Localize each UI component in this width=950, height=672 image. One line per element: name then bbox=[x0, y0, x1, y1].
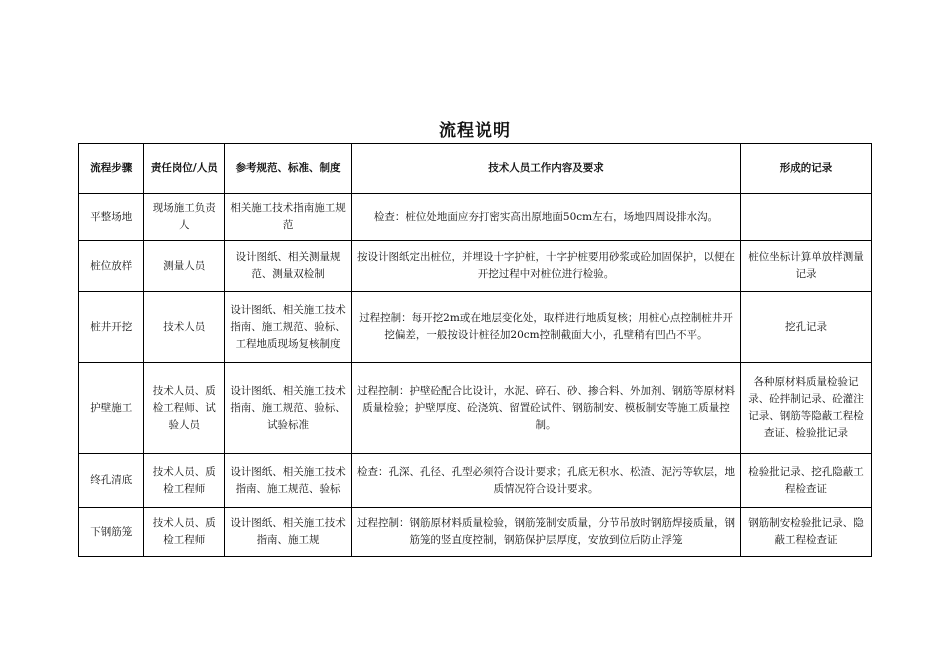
cell-responsible: 技术人员、质检工程师 bbox=[144, 454, 225, 508]
cell-records: 检验批记录、挖孔隐蔽工程检查证 bbox=[740, 454, 871, 508]
cell-step: 桩井开挖 bbox=[79, 292, 144, 363]
cell-step: 下钢筋笼 bbox=[79, 508, 144, 557]
cell-requirements: 过程控制：钢筋原材料质量检验，钢筋笼制安质量，分节吊放时钢筋焊接质量，钢筋笼的竖直度控制，钢筋保护层厚度，安放到位后防止浮笼 bbox=[352, 508, 741, 557]
cell-step: 桩位放样 bbox=[79, 241, 144, 292]
table-row bbox=[79, 454, 872, 508]
header-records: 形成的记录 bbox=[740, 144, 871, 194]
table-row bbox=[79, 194, 872, 241]
cell-records: 各种原材料质量检验记录、砼拌制记录、砼灌注记录、钢筋等隐蔽工程检查证、检验批记录 bbox=[740, 363, 871, 454]
cell-reference: 设计图纸、相关施工技术指南、施工规范、验标、工程地质现场复核制度 bbox=[225, 292, 352, 363]
cell-requirements: 按设计图纸定出桩位，并埋设十字护桩，十字护桩要用砂浆或砼加固保护，以便在开挖过程中对桩位进行检验。 bbox=[352, 241, 741, 292]
cell-step: 终孔清底 bbox=[79, 454, 144, 508]
header-requirements: 技术人员工作内容及要求 bbox=[352, 144, 741, 194]
header-reference: 参考规范、标准、制度 bbox=[225, 144, 352, 194]
table-row bbox=[79, 241, 872, 292]
table-header-row bbox=[79, 144, 872, 194]
header-responsible: 责任岗位/人员 bbox=[144, 144, 225, 194]
cell-responsible: 技术人员、质检工程师、试验人员 bbox=[144, 363, 225, 454]
cell-reference: 设计图纸、相关施工技术指南、施工规范、验标、试验标准 bbox=[225, 363, 352, 454]
cell-step: 平整场地 bbox=[79, 194, 144, 241]
cell-responsible: 技术人员、质检工程师 bbox=[144, 508, 225, 557]
cell-requirements: 过程控制：每开挖2m或在地层变化处，取样进行地质复核；用桩心点控制桩井开挖偏差，一般按设计桩径加20cm控制截面大小，孔壁稍有凹凸不平。 bbox=[352, 292, 741, 363]
cell-reference: 设计图纸、相关施工技术指南、施工规范、验标 bbox=[225, 454, 352, 508]
cell-reference: 相关施工技术指南施工规范 bbox=[225, 194, 352, 241]
cell-reference: 设计图纸、相关测量规范、测量双检制 bbox=[225, 241, 352, 292]
cell-responsible: 技术人员 bbox=[144, 292, 225, 363]
cell-requirements: 过程控制：护壁砼配合比设计，水泥、碎石、砂、掺合料、外加剂、钢筋等原材料质量检验；护壁厚度、砼浇筑、留置砼试件、钢筋制安、模板制安等施工质量控制。 bbox=[352, 363, 741, 454]
cell-requirements: 检查：桩位处地面应夯打密实高出原地面50cm左右，场地四周设排水沟。 bbox=[352, 194, 741, 241]
cell-records: 桩位坐标计算单放样测量记录 bbox=[740, 241, 871, 292]
cell-records: 挖孔记录 bbox=[740, 292, 871, 363]
table-row bbox=[79, 292, 872, 363]
cell-reference: 设计图纸、相关施工技术指南、施工规 bbox=[225, 508, 352, 557]
cell-requirements: 检查：孔深、孔径、孔型必须符合设计要求；孔底无积水、松渣、泥污等软层，地质情况符合设计要求。 bbox=[352, 454, 741, 508]
cell-responsible: 现场施工负责人 bbox=[144, 194, 225, 241]
cell-responsible: 测量人员 bbox=[144, 241, 225, 292]
page-title: 流程说明 bbox=[439, 121, 511, 141]
process-table bbox=[78, 143, 872, 557]
cell-records: 钢筋制安检验批记录、隐蔽工程检查证 bbox=[740, 508, 871, 557]
cell-step: 护壁施工 bbox=[79, 363, 144, 454]
cell-records bbox=[740, 194, 871, 241]
table-row bbox=[79, 363, 872, 454]
table-row bbox=[79, 508, 872, 557]
header-step: 流程步骤 bbox=[79, 144, 144, 194]
